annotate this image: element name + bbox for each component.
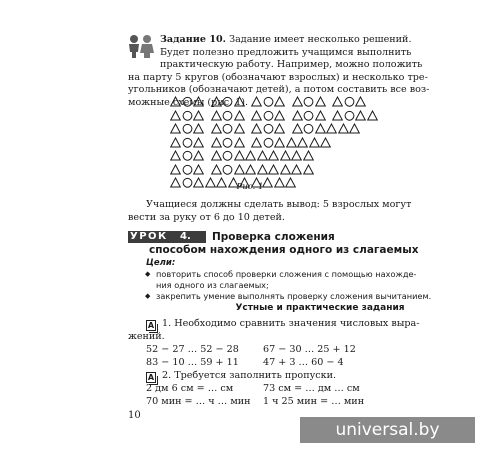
circle-icon <box>303 110 314 121</box>
shape-group <box>170 96 205 107</box>
ex1-left-1: 52 − 27 … 52 − 28 <box>146 344 239 355</box>
circle-icon <box>222 150 233 161</box>
shape-group <box>332 96 367 107</box>
triangle-icon <box>338 123 349 134</box>
triangle-icon <box>355 110 366 121</box>
triangle-icon <box>326 123 337 134</box>
triangle-icon <box>292 96 303 107</box>
triangle-icon <box>286 137 297 148</box>
circle-icon <box>182 164 193 175</box>
triangle-icon <box>251 96 262 107</box>
lesson-number: 4. <box>180 231 191 242</box>
triangle-icon <box>211 150 222 161</box>
circle-icon <box>182 150 193 161</box>
triangle-icon <box>211 137 222 148</box>
triangle-icon <box>170 137 181 148</box>
triangle-icon <box>332 96 343 107</box>
shape-group <box>332 110 378 121</box>
circle-icon <box>263 123 274 134</box>
goals-heading: Цели: <box>146 258 176 268</box>
task10-line-6: можные схемы (рис. 1). <box>128 96 249 108</box>
shape-row <box>170 149 384 163</box>
lesson-title-line-1: Проверка сложения <box>212 231 335 243</box>
triangle-icon <box>268 150 279 161</box>
triangle-icon <box>170 150 181 161</box>
shape-group <box>251 96 286 107</box>
triangle-icon <box>349 123 360 134</box>
triangle-icon <box>234 150 245 161</box>
circle-icon <box>222 96 233 107</box>
circle-icon <box>182 123 193 134</box>
task10-line-2: Будет полезно предложить учащимся выполнить <box>160 46 412 58</box>
triangle-icon <box>280 164 291 175</box>
triangle-icon <box>292 110 303 121</box>
triangle-icon <box>211 110 222 121</box>
shapes-figure <box>170 95 384 190</box>
triangle-icon <box>355 96 366 107</box>
triangle-icon <box>315 123 326 134</box>
task10-line-4: на парту 5 кругов (обозначают взрослых) и несколько тре- <box>128 71 428 83</box>
circle-icon <box>222 123 233 134</box>
triangle-icon <box>280 150 291 161</box>
circle-icon <box>303 96 314 107</box>
triangle-icon <box>251 137 262 148</box>
task10-line-3: практическую работу. Например, можно положить <box>160 59 423 70</box>
circle-icon <box>182 96 193 107</box>
ex2-left-1: 2 дм 6 см = … см <box>146 383 234 394</box>
triangle-icon <box>245 164 256 175</box>
triangle-icon <box>234 110 245 121</box>
goal-1-line-2: ния одного из слагаемых; <box>156 279 269 290</box>
triangle-icon <box>234 96 245 107</box>
triangle-icon <box>367 110 378 121</box>
circle-icon <box>344 110 355 121</box>
shape-row <box>170 122 384 136</box>
triangle-icon <box>193 96 204 107</box>
circle-icon <box>303 123 314 134</box>
goal-bullet-1: ◆ <box>145 270 151 278</box>
shape-group <box>251 137 332 148</box>
triangle-icon <box>251 110 262 121</box>
triangle-icon <box>274 110 285 121</box>
triangle-icon <box>332 110 343 121</box>
goal-1-line-1: повторить способ проверки сложения с помощью нахожде- <box>156 268 417 279</box>
ex2-left-2: 70 мин = … ч … мин <box>146 395 251 407</box>
shape-row <box>170 136 384 150</box>
ex1-right-1: 67 − 30 … 25 + 12 <box>263 344 356 355</box>
circle-icon <box>263 110 274 121</box>
triangle-icon <box>251 123 262 134</box>
triangle-icon <box>234 164 245 175</box>
shape-group <box>170 150 205 161</box>
circle-icon <box>222 137 233 148</box>
lesson-word: УРОК <box>130 231 168 242</box>
circle-icon <box>344 96 355 107</box>
triangle-icon <box>170 110 181 121</box>
goal-bullet-2: ◆ <box>145 292 151 300</box>
figure-caption: Рис. 1 <box>236 182 264 192</box>
conclusion-line-1: Учащиеся должны сделать вывод: 5 взрослых могут <box>146 199 412 210</box>
triangle-icon <box>211 96 222 107</box>
triangle-icon <box>245 150 256 161</box>
goal-2-line-1: закрепить умение выполнять проверку сложения вычитанием. <box>156 290 432 301</box>
shape-group <box>170 164 205 175</box>
triangle-icon <box>297 137 308 148</box>
section-heading: Устные и практические задания <box>235 303 405 313</box>
ex2-right-1: 73 см = … дм … см <box>263 383 360 394</box>
triangle-icon <box>303 150 314 161</box>
ex1-line-1: 1. Необходимо сравнить значения числовых выра- <box>162 318 420 329</box>
circle-icon <box>182 110 193 121</box>
watermark-badge: universal.by <box>300 417 475 443</box>
circle-icon <box>263 137 274 148</box>
shape-group <box>211 164 315 175</box>
triangle-icon <box>193 164 204 175</box>
triangle-icon <box>274 96 285 107</box>
page-number: 10 <box>128 410 141 421</box>
triangle-icon <box>234 123 245 134</box>
level-a-badge-1: А <box>147 321 155 330</box>
triangle-icon <box>291 150 302 161</box>
triangle-icon <box>211 164 222 175</box>
triangle-icon <box>170 96 181 107</box>
task10-label: Задание 10. <box>160 34 227 45</box>
triangle-icon <box>170 164 181 175</box>
shape-group <box>211 96 246 107</box>
shape-group <box>170 137 205 148</box>
circle-icon <box>222 164 233 175</box>
children-icon <box>126 34 156 58</box>
triangle-icon <box>303 164 314 175</box>
ex1-left-2: 83 − 10 … 59 + 11 <box>146 356 239 368</box>
shape-row <box>170 163 384 177</box>
task10-line-5: угольников (обозначают детей), а потом составить все воз- <box>128 84 430 95</box>
level-a-badge-2: А <box>147 373 155 382</box>
lesson-title-line-2: способом нахождения одного из слагаемых <box>149 244 419 256</box>
shape-group <box>170 123 205 134</box>
shape-group <box>292 110 327 121</box>
ex2-right-2: 1 ч 25 мин = … мин <box>263 395 365 407</box>
ex1-right-2: 47 + 3 … 60 − 4 <box>263 356 344 368</box>
triangle-icon <box>193 123 204 134</box>
triangle-icon <box>274 137 285 148</box>
triangle-icon <box>257 150 268 161</box>
triangle-icon <box>234 137 245 148</box>
shape-row <box>170 95 384 109</box>
triangle-icon <box>315 96 326 107</box>
triangle-icon <box>292 123 303 134</box>
triangle-icon <box>170 123 181 134</box>
ex2-line: 2. Требуется заполнить пропуски. <box>162 370 337 381</box>
triangle-icon <box>315 110 326 121</box>
shape-group <box>251 110 286 121</box>
shape-group <box>170 110 205 121</box>
conclusion-line-2: вести за руку от 6 до 10 детей. <box>128 211 285 223</box>
shape-row <box>170 109 384 123</box>
shape-group <box>211 137 246 148</box>
triangle-icon <box>257 164 268 175</box>
circle-icon <box>263 96 274 107</box>
triangle-icon <box>193 137 204 148</box>
shape-group <box>211 150 315 161</box>
triangle-icon <box>309 137 320 148</box>
circle-icon <box>182 137 193 148</box>
shape-group <box>251 123 286 134</box>
circle-icon <box>222 110 233 121</box>
triangle-icon <box>211 123 222 134</box>
task10-line-1: Задание 10. Задание имеет несколько решений. <box>160 34 412 45</box>
shape-group <box>211 123 246 134</box>
triangle-icon <box>320 137 331 148</box>
shape-group <box>292 96 327 107</box>
triangle-icon <box>193 150 204 161</box>
ex1-line-2: жений. <box>128 330 165 342</box>
triangle-icon <box>291 164 302 175</box>
shape-group <box>211 110 246 121</box>
triangle-icon <box>274 123 285 134</box>
triangle-icon <box>268 164 279 175</box>
triangle-icon <box>193 110 204 121</box>
shape-group <box>292 123 361 134</box>
